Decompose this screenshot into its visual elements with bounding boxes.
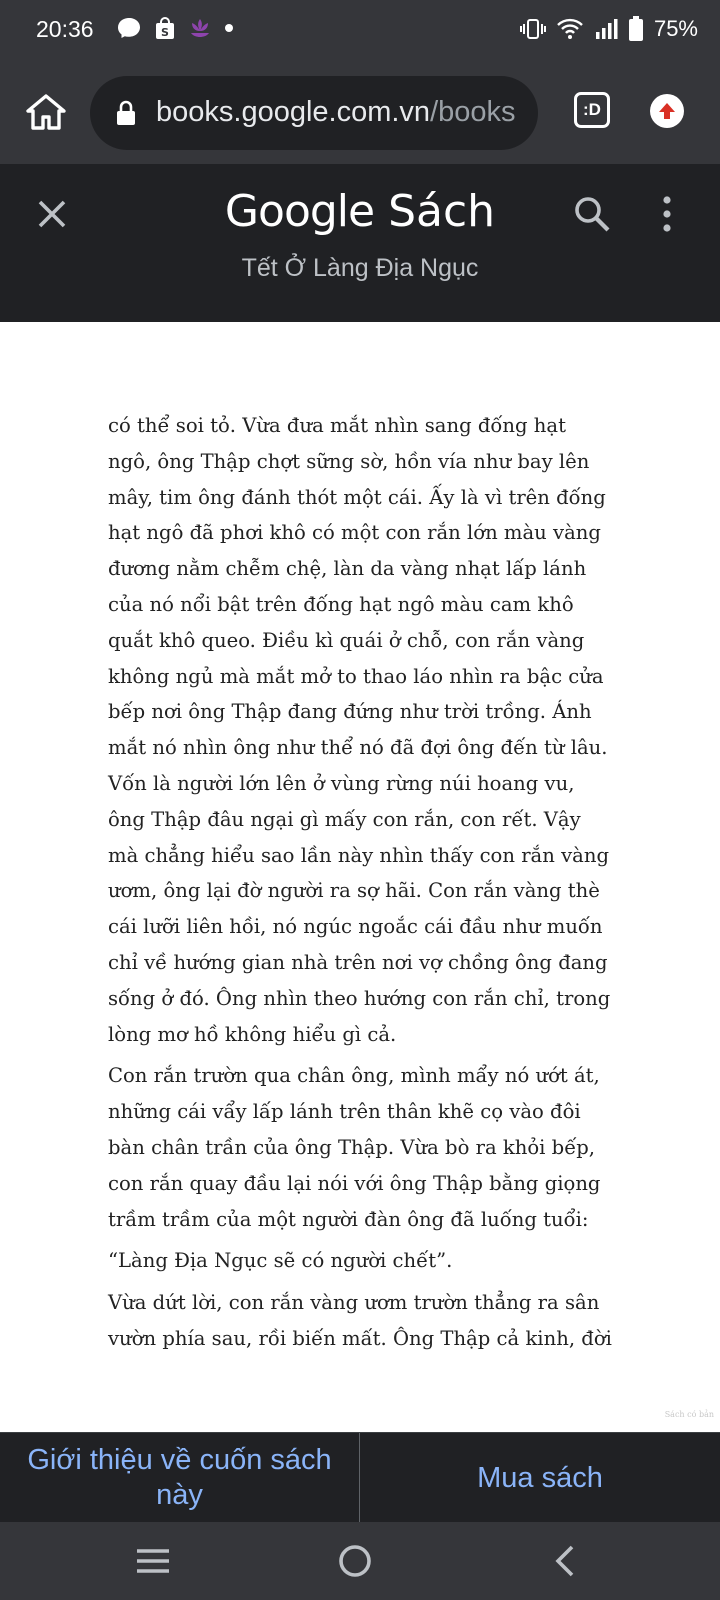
- books-header: [0, 164, 720, 322]
- url-domain: books.google.com.vn: [156, 96, 431, 128]
- update-button[interactable]: [650, 94, 684, 128]
- watermark: Sách có bản: [664, 1410, 714, 1419]
- wifi-icon: [556, 17, 584, 41]
- messenger-icon: [116, 16, 142, 40]
- arrow-up-icon: [657, 101, 677, 121]
- paragraph: “Làng Địa Ngục sẽ có người chết”.: [108, 1249, 453, 1273]
- brand-sach: Sách: [388, 186, 496, 237]
- lotus-icon: [188, 17, 212, 39]
- buy-book-button[interactable]: Mua sách: [477, 1461, 603, 1494]
- more-vert-icon[interactable]: [656, 192, 678, 236]
- url-text[interactable]: [156, 96, 516, 129]
- home-icon[interactable]: [24, 90, 68, 134]
- paragraph: Con rắn trườn qua chân ông, mình mẩy nó ướt át, những cái vẩy lấp lánh trên thân khẽ cọ vào đôi bàn chân trần của ông Thập. Vừa bò ra khỏi bếp, con rắn quay đầu lại nói với ông Thập bằng giọng trầm trầm của một người đàn ông đã luống tuổi:: [108, 1064, 601, 1231]
- paragraph: Vừa dứt lời, con rắn vàng ươm trườn thẳng ra sân vườn phía sau, rồi biến mất. Ông Thập cả kinh, đời: [108, 1291, 612, 1350]
- brand-google: Google: [224, 186, 375, 237]
- vibrate-icon: [520, 17, 546, 41]
- book-page-text: [108, 408, 613, 1363]
- shopee-icon: [154, 16, 176, 40]
- dot-icon: [224, 17, 234, 39]
- signal-icon: [594, 17, 618, 41]
- status-bar: [0, 0, 720, 62]
- back-icon[interactable]: [546, 1540, 588, 1582]
- status-time: 20:36: [36, 16, 94, 42]
- google-books-logo: [0, 186, 720, 237]
- paragraph: có thể soi tỏ. Vừa đưa mắt nhìn sang đống hạt ngô, ông Thập chợt sững sờ, hồn vía như bay lên mây, tim ông đánh thót một cái. Ấy là vì trên đống hạt ngô đã phơi khô có một con rắn lớn màu vàng đương nằm chễm chệ, làn da vàng nhạt lấp lánh của nó nổi bật trên đống hạt ngô màu cam khô quắt khô queo. Điều kì quái ở chỗ, con rắn vàng không ngủ mà mắt mở to thao láo nhìn ra bậc cửa bếp nơi ông Thập đang đứng như trời trồng. Ánh mắt nó nhìn ông như thể nó đã đợi ông đến từ lâu. Vốn là người lớn lên ở vùng rừng núi hoang vu, ông Thập đâu ngại gì mấy con rắn, con rết. Vậy mà chẳng hiểu sao lần này nhìn thấy con rắn vàng ươm, ông lại đờ người ra sợ hãi. Con rắn vàng thè cái lưỡi liên hồi, nó ngúc ngoắc cái đầu như muốn chỉ về hướng gian nhà trên nơi vợ chồng ông đang sống ở đó. Ông nhìn theo hướng con rắn chỉ, trong lòng mơ hồ không hiểu gì cả.: [108, 414, 611, 1046]
- notification-icons: [116, 16, 234, 40]
- url-path: /books: [430, 96, 516, 128]
- tab-switcher-button[interactable]: :D: [574, 92, 610, 128]
- recents-icon[interactable]: [132, 1540, 174, 1582]
- about-book-button[interactable]: Giới thiệu về cuốn sách này: [27, 1444, 332, 1511]
- browser-toolbar: [0, 62, 720, 164]
- book-reader[interactable]: [0, 322, 720, 1432]
- battery-icon: [628, 16, 644, 42]
- home-nav-icon[interactable]: [334, 1540, 376, 1582]
- battery-percent: 75%: [653, 16, 698, 41]
- svg-text:S: S: [161, 26, 169, 39]
- book-title: Tết Ở Làng Địa Ngục: [241, 254, 479, 282]
- system-icons: [520, 16, 698, 42]
- search-icon[interactable]: [572, 194, 612, 234]
- address-bar[interactable]: [90, 76, 538, 150]
- system-nav-bar: [0, 1522, 720, 1600]
- bottom-action-bar: [0, 1432, 720, 1523]
- lock-icon: [116, 100, 136, 126]
